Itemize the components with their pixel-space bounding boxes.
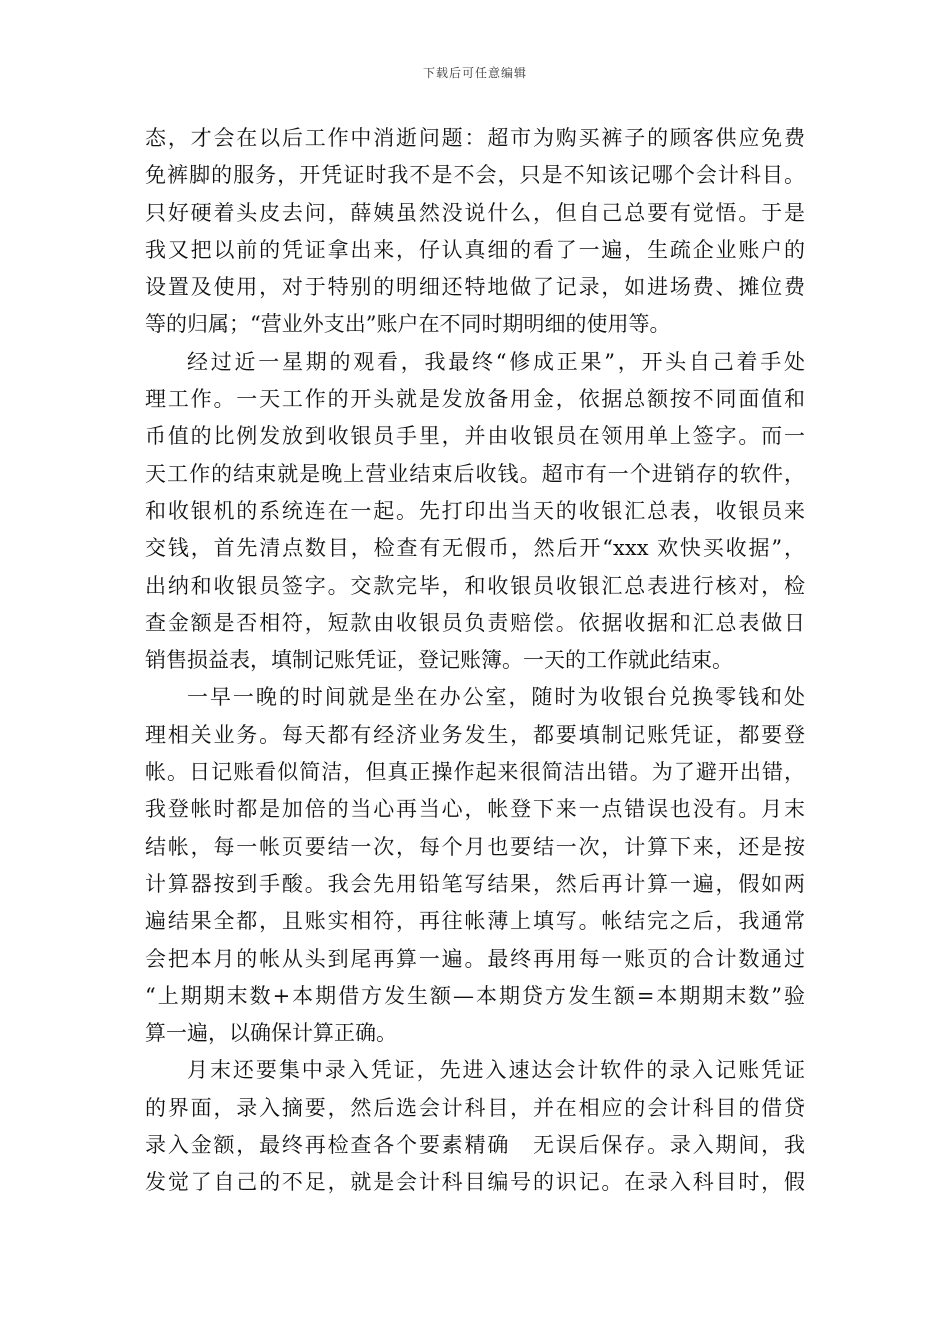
- text-line: 理相关业务。每天都有经济业务发生，都要填制记账凭证，都要登: [145, 722, 805, 747]
- text-line: 天工作的结束就是晚上营业结束后收钱。超市有一个进销存的软件，: [145, 461, 805, 486]
- text-line: 结帐，每一帐页要结一次，每个月也要结一次，计算下来，还是按: [145, 834, 805, 859]
- text-line: 查金额是否相符，短款由收银员负责赔偿。依据收据和汇总表做日: [145, 610, 805, 635]
- text-line: “上期期末数+本期借方发生额—本期贷方发生额=本期期末数”验: [145, 983, 805, 1008]
- text-line: 等的归属；“营业外支出”账户在不同时期明细的使用等。: [145, 312, 671, 337]
- text-line: 我登帐时都是加倍的当心再当心，帐登下来一点错误也没有。月末: [145, 797, 805, 822]
- text-line: 一早一晚的时间就是坐在办公室，随时为收银台兑换零钱和处: [187, 685, 805, 710]
- text-line: 的界面，录入摘要，然后选会计科目，并在相应的会计科目的借贷: [145, 1095, 805, 1120]
- text-line: 录入金额，最终再检查各个要素精确 无误后保存。录入期间，我: [145, 1133, 805, 1158]
- text-line: 经过近一星期的观看，我最终“修成正果”，开头自己着手处: [187, 349, 805, 374]
- text-line: 算一遍，以确保计算正确。: [145, 1021, 397, 1046]
- text-line: 遍结果全都，且账实相符，再往帐薄上填写。帐结完之后，我通常: [145, 909, 805, 934]
- text-line: 出纳和收银员签字。交款完毕，和收银员收银汇总表进行核对，检: [145, 573, 805, 598]
- text-line: 态，才会在以后工作中消逝问题：超市为购买裤子的顾客供应免费: [145, 126, 805, 150]
- text-line: 销售损益表，填制记账凭证，登记账簿。一天的工作就此结束。: [145, 648, 733, 673]
- text-line: 交钱，首先清点数目，检查有无假币，然后开“xxx 欢快买收据”，: [145, 536, 805, 561]
- text-line: 帐。日记账看似简洁，但真正操作起来很简洁出错。为了避开出错，: [145, 760, 805, 785]
- text-line: 我又把以前的凭证拿出来，仔认真细的看了一遍，生疏企业账户的: [145, 237, 805, 262]
- text-line: 和收银机的系统连在一起。先打印出当天的收银汇总表，收银员来: [145, 498, 805, 523]
- text-line: 币值的比例发放到收银员手里，并由收银员在领用单上签字。而一: [145, 424, 805, 449]
- text-line: 发觉了自己的不足，就是会计科目编号的识记。在录入科目时，假: [145, 1170, 805, 1195]
- text-line: 计算器按到手酸。我会先用铅笔写结果，然后再计算一遍，假如两: [145, 871, 805, 896]
- text-line: 会把本月的帐从头到尾再算一遍。最终再用每一账页的合计数通过: [145, 946, 805, 971]
- body-text: [145, 120, 805, 1202]
- text-line: 月末还要集中录入凭证，先进入速达会计软件的录入记账凭证: [187, 1058, 805, 1083]
- page-header: 下载后可任意编辑: [422, 66, 527, 80]
- text-line: 只好硬着头皮去问，薛姨虽然没说什么，但自己总要有觉悟。于是: [145, 200, 805, 225]
- text-line: 设置及使用，对于特别的明细还特地做了记录，如进场费、摊位费: [145, 275, 805, 300]
- text-line: 理工作。一天工作的开头就是发放备用金，依据总额按不同面值和: [145, 387, 805, 412]
- text-line: 免裤脚的服务，开凭证时我不是不会，只是不知该记哪个会计科目。: [145, 163, 805, 188]
